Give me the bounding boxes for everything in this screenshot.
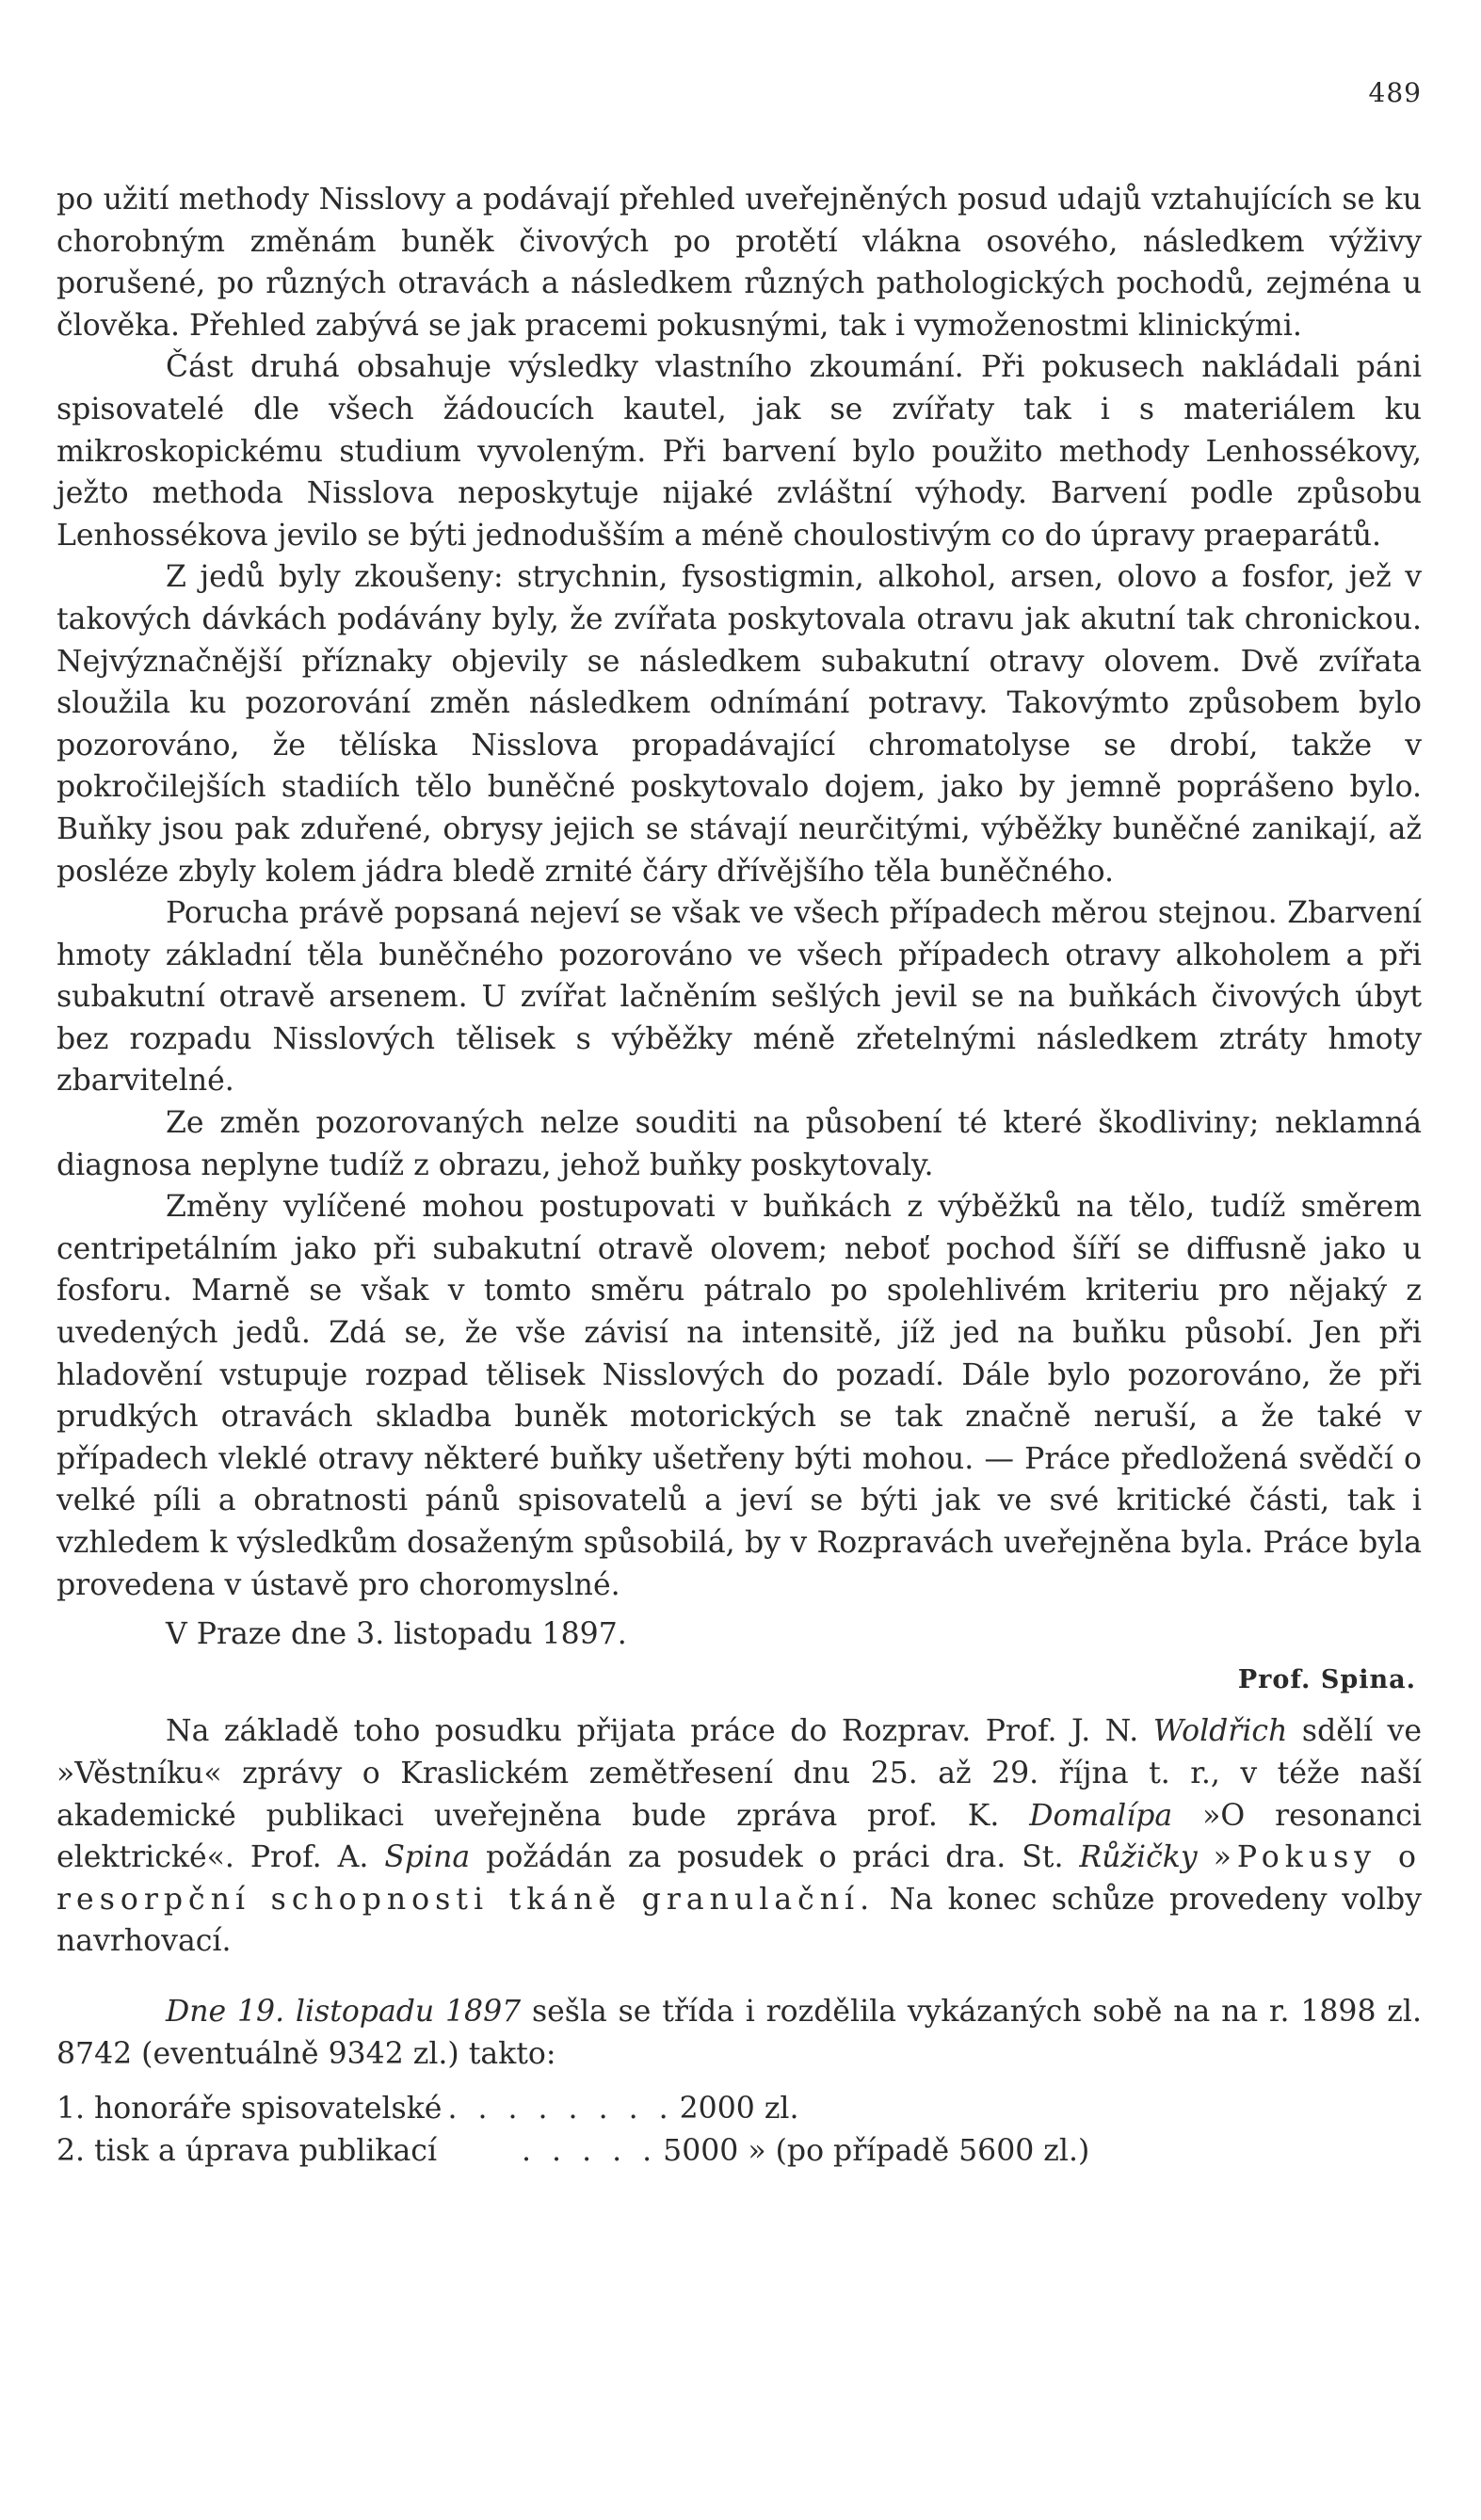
list-number: 1. (56, 2092, 86, 2127)
list-amount: 5000 » (po případě 5600 zl.) (663, 2133, 1090, 2168)
person-name: Woldřich (1152, 1714, 1288, 1749)
text-run: Na konec schůze provedeny volby navrhovací. (56, 1882, 1422, 1959)
body-text (56, 179, 1422, 2172)
paragraph: Část druhá obsahuje výsledky vlastního zkoumání. Při pokusech nakládali páni spisovatelé dle všech žádoucích kautel, jak se zvířaty tak i s materiálem ku mikroskopickému studium vyvoleným. Při barvení bylo použito methody Lenhossékovy, ježto methoda Nisslova neposkytuje nijaké zvláštní výhody. Barvení podle způsobu Lenhossékova jevilo se býti jednodušším a méně choulostivým co do úpravy praeparátů. (56, 350, 1422, 553)
page-number: 489 (1368, 77, 1422, 108)
list-label: honoráře spisovatelské (94, 2092, 443, 2127)
work-title: »Pokusy o resorpční schopnosti tkáně granulační. (56, 1840, 1423, 1917)
paragraph-budget-intro (56, 1991, 1422, 2075)
paragraph: po užití methody Nisslovy a podávají přehled uveřejněných posud udajů vztahujících se ku chorobným změnám buněk čivových po protětí vlákna osového, následkem výživy porušené, po různých otravách a následkem různých pathologických pochodů, zejména u člověka. Přehled zabývá se jak pracemi pokusnými, tak i vymoženostmi klinickými. (56, 183, 1422, 343)
list-label: tisk a úprava publikací (94, 2133, 438, 2168)
paragraph: Z jedů byly zkoušeny: strychnin, fysostigmin, alkohol, arsen, olovo a fosfor, jež v takových dávkách podávány byly, že zvířata poskytovala otravu jak akutní tak chronickou. Nejvýznačnější příznaky objevily se následkem subakutní otravy olovem. Dvě zvířata sloužila ku pozorování změn následkem odnímání potravy. Takovýmto způsobem bylo pozorováno, že tělíska Nisslova propadávající chromatolyse se drobí, takže v pokročilejších stadiích tělo buněčné poskytovalo dojem, jako by jemně poprášeno bylo. Buňky jsou pak zduřené, obrysy jejich se stávají neurčitými, výběžky buněčné zanikají, až posléze zbyly kolem jádra bledě zrnité čáry dřívějšího těla buněčného. (56, 560, 1422, 889)
text-run: sešla se třída i rozdělila vykázaných sobě na na r. 1898 zl. 8742 (eventuálně 9342 zl.) takto: (56, 1994, 1422, 2071)
text-run: sdělí ve »Věstníku« zprávy o Kraslickém zemětřesení dnu 25. až 29. října t. r., v téže naší akademické publikaci uveřejněna bude zpráva prof. K. (56, 1714, 1422, 1833)
list-item (56, 2130, 1422, 2173)
list-leader: . . . . . (522, 2133, 658, 2168)
person-name: Růžičky (1079, 1840, 1198, 1875)
date-line: V Praze dne 3. listopadu 1897. (166, 1617, 627, 1652)
paragraph-meeting (56, 1710, 1422, 1963)
text-run: požádán za posudek o práci dra. St. (470, 1840, 1080, 1875)
paragraph: Změny vylíčené mohou postupovati v buňkách z výběžků na tělo, tudíž směrem centripetálním jako při subakutní otravě olovem; neboť pochod šíří se diffusně jako u fosforu. Marně se však v tomto směru pátralo po spolehlivém kriteriu pro nějaký z uvedených jedů. Zdá se, že vše závisí na intensitě, jíž jed na buňku působí. Jen při hladovění vstupuje rozpad tělisek Nisslových do pozadí. Dále bylo pozorováno, že při prudkých otravách skladba buněk motorických se tak značně neruší, a že také v případech vleklé otravy některé buňky ušetřeny býti mohou. — Práce předložená svědčí o velké píli a obratnosti pánů spisovatelů a jeví se býti jak ve své kritické části, tak i vzhledem k výsledkům dosaženým spůsobilá, by v Rozpravách uveřejněna byla. Práce byla provedena v ústavě pro choromyslné. (56, 1190, 1422, 1602)
spacer (56, 2075, 1422, 2088)
list-number: 2. (56, 2133, 86, 2168)
list-leader: . . . . . . . . (447, 2092, 674, 2127)
meeting-date: Dne 19. listopadu 1897 (166, 1994, 522, 2029)
paragraph: Porucha právě popsaná nejeví se však ve všech případech měrou stejnou. Zbarvení hmoty základní těla buněčného pozorováno ve všech případech otravy alkoholem a při subakutní otravě arsenem. U zvířat lačněním sešlých jevil se na buňkách čivových úbyt bez rozpadu Nisslových tělisek s výběžky méně zřetelnými následkem ztráty hmoty zbarvitelné. (56, 896, 1422, 1099)
signature: Prof. Spina. (1237, 1664, 1416, 1694)
text-run: Na základě toho posudku přijata práce do Rozprav. Prof. J. N. (166, 1714, 1153, 1749)
list-amount: 2000 zl. (679, 2092, 799, 2127)
text-run: »O resonanci elektrické«. Prof. A. (56, 1798, 1422, 1875)
list-item (56, 2088, 1422, 2130)
person-name: Domalípa (1029, 1798, 1173, 1833)
paragraph: Ze změn pozorovaných nelze souditi na působení té které škodliviny; neklamná diagnosa neplyne tudíž z obrazu, jehož buňky poskytovaly. (56, 1106, 1422, 1182)
spacer (56, 1963, 1422, 1991)
person-name: Spina (384, 1840, 471, 1875)
